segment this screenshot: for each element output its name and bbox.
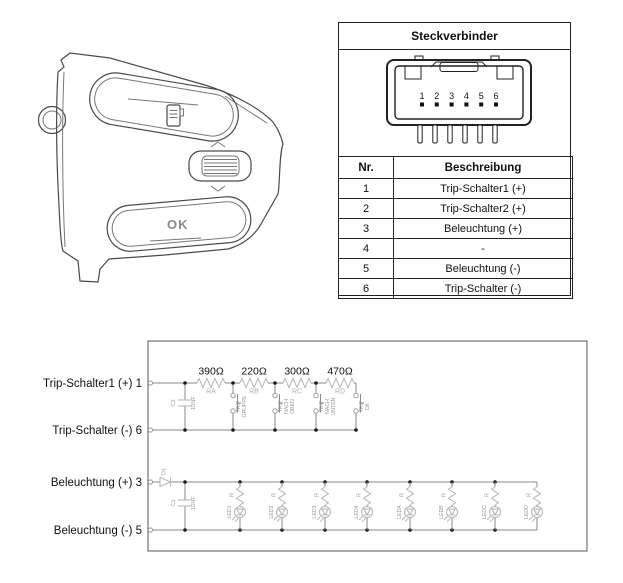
resistor-name: RA xyxy=(206,388,216,396)
connector-pins xyxy=(418,125,497,143)
switch-label-word: TRIP xyxy=(236,400,242,413)
resistor-value: 470Ω xyxy=(327,365,353,378)
capacitor-value: 10NF xyxy=(191,396,197,410)
table-row xyxy=(339,219,573,239)
trip-circuit xyxy=(153,366,372,432)
switch-label-word: NACH xyxy=(325,399,331,414)
pin-number-cell: 5 xyxy=(339,259,394,279)
pin-table xyxy=(338,156,573,299)
pin-number-cell: 4 xyxy=(339,239,394,259)
pod-inner-line-right xyxy=(225,96,267,123)
wiring-schematic xyxy=(0,335,623,583)
connector-panel xyxy=(338,22,571,296)
branch-resistor-label: R xyxy=(314,492,321,498)
pin-table-header-row xyxy=(339,157,573,179)
branch-resistor-label: R xyxy=(399,492,406,498)
pod-inner-line xyxy=(63,72,65,247)
resistor-value: 220Ω xyxy=(241,365,267,378)
capacitor-name: C2 xyxy=(171,399,177,407)
led-label: LEDD xyxy=(524,505,530,519)
connector-diagram xyxy=(339,50,570,156)
connector-pin-number: 3 xyxy=(449,91,455,101)
led-branch xyxy=(227,480,246,532)
switch-label-word: NACH xyxy=(284,399,290,414)
resistor-name: RC xyxy=(291,388,303,396)
pin-number-cell: 2 xyxy=(339,199,394,219)
switch-label-word: TRIP xyxy=(359,400,365,413)
led-branch xyxy=(312,480,331,532)
led-branch xyxy=(397,480,416,532)
pin-description-cell: - xyxy=(394,239,573,259)
table-row xyxy=(339,199,573,219)
diode-label: D1 xyxy=(161,467,168,476)
capacitor-c2 xyxy=(171,383,197,430)
branch-resistor-label: R xyxy=(356,492,363,498)
top-button xyxy=(86,69,243,145)
table-row xyxy=(339,279,573,299)
resistor-value: 300Ω xyxy=(284,365,310,378)
switch-label-word: UNTEN xyxy=(331,397,337,416)
led-label: LED3 xyxy=(312,505,318,519)
illumination-circuit xyxy=(153,468,543,532)
resistor-ra xyxy=(197,379,225,388)
chevron-up-icon xyxy=(211,142,225,147)
capacitor-value: 10NF xyxy=(191,496,197,510)
pin-label-trip-schalter-minus: Trip-Schalter (-) 6 xyxy=(52,425,142,437)
switch-labels xyxy=(236,395,371,417)
connector-pin-number: 1 xyxy=(419,91,425,101)
resistor-name: RD xyxy=(334,388,346,396)
led-label: LED1 xyxy=(227,505,233,519)
ok-label: OK xyxy=(167,217,189,232)
resistor-value: 390Ω xyxy=(198,365,224,378)
chevron-down-icon xyxy=(211,186,225,191)
trip-computer-icon xyxy=(167,105,184,126)
scroll-wheel xyxy=(189,151,251,181)
resistor-rd xyxy=(326,379,354,388)
switch-label-word: OK xyxy=(365,402,371,411)
pin-description-cell: Beleuchtung (+) xyxy=(394,219,573,239)
resistor-name: RB xyxy=(249,388,259,396)
branch-resistor-label: R xyxy=(526,492,533,498)
pin-number-cell: 1 xyxy=(339,179,394,199)
branch-resistor-label: R xyxy=(229,492,236,498)
led-label: LEDC xyxy=(482,505,488,519)
connector-pin-number: 6 xyxy=(493,91,499,101)
connector-pin-number: 5 xyxy=(478,91,484,101)
led-branch xyxy=(524,482,543,530)
branch-resistor-label: R xyxy=(441,492,448,498)
top-button-highlight xyxy=(128,99,198,105)
capacitor-name: C1 xyxy=(171,499,177,507)
switch-label-word: GRUPPE xyxy=(242,395,248,418)
pin-label-beleuchtung-plus: Beleuchtung (+) 3 xyxy=(50,477,142,489)
resistor-rb xyxy=(240,379,268,388)
pin-terminals xyxy=(148,381,152,532)
connector-panel-title: Steckverbinder xyxy=(339,23,570,50)
capacitor-c1 xyxy=(171,480,197,532)
branch-resistor-label: R xyxy=(271,492,278,498)
diode-d1 xyxy=(160,468,171,487)
pin-number-cell: 3 xyxy=(339,219,394,239)
switch-label-word: TRIP xyxy=(278,400,284,413)
led-branch xyxy=(354,480,373,532)
led-branch xyxy=(439,480,458,532)
pin-label-trip-schalter1-plus: Trip-Schalter1 (+) 1 xyxy=(43,378,142,390)
led-label: LED4 xyxy=(354,505,360,519)
steering-switch-illustration xyxy=(15,25,330,305)
switch-label-word: OBEN xyxy=(290,399,296,414)
pin-description-cell: Trip-Schalter2 (+) xyxy=(394,199,573,219)
pin-table-header-beschreibung: Beschreibung xyxy=(394,157,573,179)
connector-pin-number: 4 xyxy=(463,91,469,101)
mounting-ring xyxy=(39,107,66,134)
table-row xyxy=(339,259,573,279)
pin-description-cell: Beleuchtung (-) xyxy=(394,259,573,279)
led-label: LEDB xyxy=(439,505,445,519)
pin-number-cell: 6 xyxy=(339,279,394,299)
resistor-rc xyxy=(283,379,311,388)
table-row xyxy=(339,239,573,259)
led-branch xyxy=(482,480,501,532)
pin-label-beleuchtung-minus: Beleuchtung (-) 5 xyxy=(53,525,142,537)
connector-housing xyxy=(387,56,531,125)
led-label: LEDA xyxy=(397,505,403,519)
pin-description-cell: Trip-Schalter1 (+) xyxy=(394,179,573,199)
led-branch xyxy=(269,480,288,532)
branch-resistor-label: R xyxy=(484,492,491,498)
pin-table-header-nr: Nr. xyxy=(339,157,394,179)
led-label: LED2 xyxy=(269,505,275,519)
table-row xyxy=(339,179,573,199)
switch-label-word: TRIP xyxy=(319,400,325,413)
pin-description-cell: Trip-Schalter (-) xyxy=(394,279,573,299)
connector-pin-number: 2 xyxy=(434,91,440,101)
